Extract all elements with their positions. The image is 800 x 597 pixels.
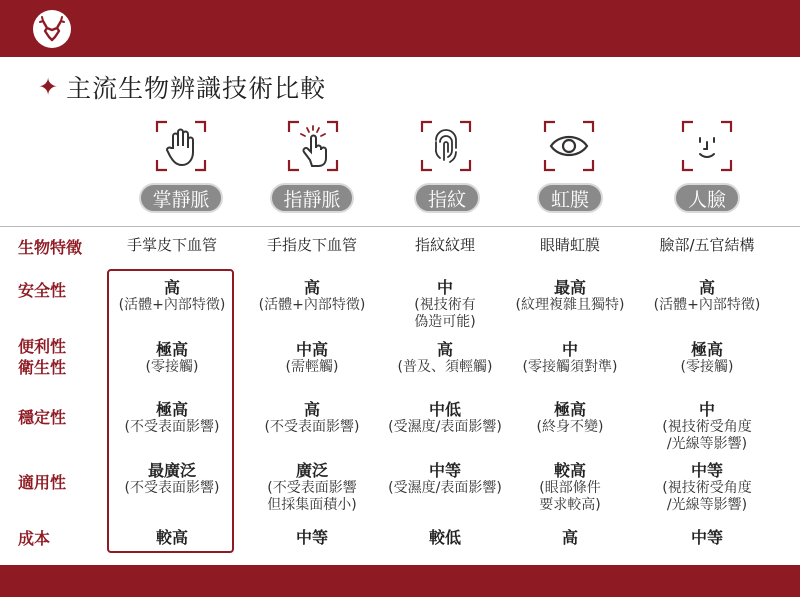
table-cell <box>662 400 751 453</box>
eye-scan-icon <box>541 118 597 174</box>
cell-rating: 高 <box>303 278 320 297</box>
four-point-star-icon: ✦ <box>38 73 59 101</box>
cell-note: 偽造可能) <box>414 314 476 330</box>
cell-rating: 高 <box>303 400 320 419</box>
cell-rating: 高 <box>561 528 579 547</box>
table-cell <box>388 461 502 497</box>
cell-note: (活體+內部特徵) <box>118 297 226 313</box>
table-cell <box>429 528 461 547</box>
table-cell <box>267 461 356 514</box>
table-cell <box>265 400 360 436</box>
cell-rating: 中高 <box>295 340 328 359</box>
table-cell <box>681 340 734 376</box>
table-cell: 指紋紋理 <box>414 236 476 254</box>
cell-note: (紋理複雜且獨特) <box>515 297 625 313</box>
cell-note: (視技術受角度 <box>662 480 752 496</box>
row-label-line: 穩定性 <box>18 408 67 427</box>
cell-rating: 極高 <box>155 340 188 359</box>
table-cell <box>296 528 328 547</box>
table-cell: 眼睛虹膜 <box>539 236 601 254</box>
table-cell <box>119 278 226 314</box>
column-label-fingerprint: 指紋 <box>414 183 480 213</box>
page-title-text: 主流生物辨識技術比較 <box>66 74 327 103</box>
table-cell <box>662 461 751 514</box>
cell-note: (活體+內部特徵) <box>653 297 761 313</box>
table-cell: 手指皮下血管 <box>266 236 358 254</box>
face-scan-icon <box>679 118 735 174</box>
table-cell <box>259 278 366 314</box>
cell-note: (零接觸須對準) <box>522 359 618 375</box>
row-label-line: 便利性 <box>18 337 67 356</box>
cell-note: (零接觸) <box>680 359 734 375</box>
row-label-line: 適用性 <box>18 473 67 492</box>
cell-rating: 極高 <box>553 400 586 419</box>
cell-rating: 中 <box>561 340 578 359</box>
table-cell <box>286 340 339 376</box>
cell-rating: 極高 <box>155 400 188 419</box>
row-label <box>18 237 82 258</box>
table-cell: 臉部/五官結構 <box>659 236 755 254</box>
cell-note: /光線等影響) <box>666 436 748 452</box>
column-label-face: 人臉 <box>674 183 740 213</box>
table-cell <box>146 340 199 376</box>
cell-note: (需輕觸) <box>285 359 339 375</box>
top-banner <box>0 0 800 57</box>
cell-rating: 高 <box>163 278 180 297</box>
table-cell <box>125 461 220 497</box>
cell-note: (視技術有 <box>414 297 476 313</box>
cell-rating: 中等 <box>428 461 462 480</box>
bottom-banner <box>0 565 800 597</box>
row-label <box>18 280 66 301</box>
row-label-line: 衛生性 <box>18 358 67 377</box>
cell-note: (終身不變) <box>536 419 604 435</box>
cell-note: (受濕度/表面影響) <box>388 480 502 496</box>
cell-note: 但採集面積小) <box>267 497 357 513</box>
table-cell <box>691 528 723 547</box>
cell-rating: 中等 <box>295 528 329 547</box>
finger-touch-scan-icon <box>285 118 341 174</box>
cell-rating: 高 <box>436 340 453 359</box>
cell-note: (視技術受角度 <box>662 419 752 435</box>
row-label-line: 安全性 <box>18 281 67 300</box>
table-cell <box>156 528 188 547</box>
deer-head-logo-icon <box>33 10 71 48</box>
row-label <box>18 407 66 428</box>
palm-scan-icon <box>153 118 209 174</box>
cell-note: 要求較高) <box>539 497 601 513</box>
table-cell <box>523 340 618 376</box>
cell-note: (受濕度/表面影響) <box>388 419 502 435</box>
header-divider <box>0 226 800 227</box>
cell-note: (零接觸) <box>145 359 199 375</box>
page-title <box>38 70 326 104</box>
cell-note: (不受表面影響 <box>267 480 357 496</box>
column-label-finger-vein: 指靜脈 <box>270 183 354 213</box>
table-cell <box>654 278 761 314</box>
column-label-iris: 虹膜 <box>537 183 603 213</box>
cell-note: (不受表面影響) <box>264 419 360 435</box>
cell-rating: 中低 <box>428 400 462 419</box>
cell-rating: 中 <box>436 278 453 297</box>
table-cell: 手掌皮下血管 <box>126 236 218 254</box>
cell-rating: 中等 <box>690 461 723 480</box>
cell-rating: 較高 <box>553 461 586 480</box>
cell-rating: 較低 <box>428 528 462 547</box>
row-label-line: 生物特徵 <box>18 238 83 257</box>
cell-note: (不受表面影響) <box>124 480 220 496</box>
table-cell <box>516 278 625 314</box>
row-label <box>18 528 50 549</box>
cell-rating: 廣泛 <box>295 461 328 480</box>
cell-rating: 最廣泛 <box>147 461 196 480</box>
cell-rating: 高 <box>698 278 715 297</box>
table-cell <box>388 400 502 436</box>
fingerprint-scan-icon <box>418 118 474 174</box>
row-label-line: 成本 <box>18 529 51 548</box>
cell-rating: 較高 <box>155 528 189 547</box>
cell-rating: 極高 <box>690 340 723 359</box>
cell-note: (活體+內部特徵) <box>258 297 366 313</box>
table-cell <box>539 461 600 514</box>
cell-note: (普及、須輕觸) <box>397 359 493 375</box>
table-cell <box>125 400 220 436</box>
row-label <box>18 336 66 378</box>
row-label <box>18 472 66 493</box>
column-label-palm-vein: 掌靜脈 <box>139 183 223 213</box>
cell-note: (眼部條件 <box>539 480 601 496</box>
cell-note: /光線等影響) <box>666 497 748 513</box>
table-cell <box>537 400 604 436</box>
table-cell <box>398 340 493 376</box>
cell-rating: 最高 <box>553 278 586 297</box>
cell-rating: 中等 <box>690 528 724 547</box>
table-cell <box>414 278 475 331</box>
cell-rating: 中 <box>698 400 715 419</box>
cell-note: (不受表面影響) <box>124 419 220 435</box>
table-cell <box>562 528 578 547</box>
